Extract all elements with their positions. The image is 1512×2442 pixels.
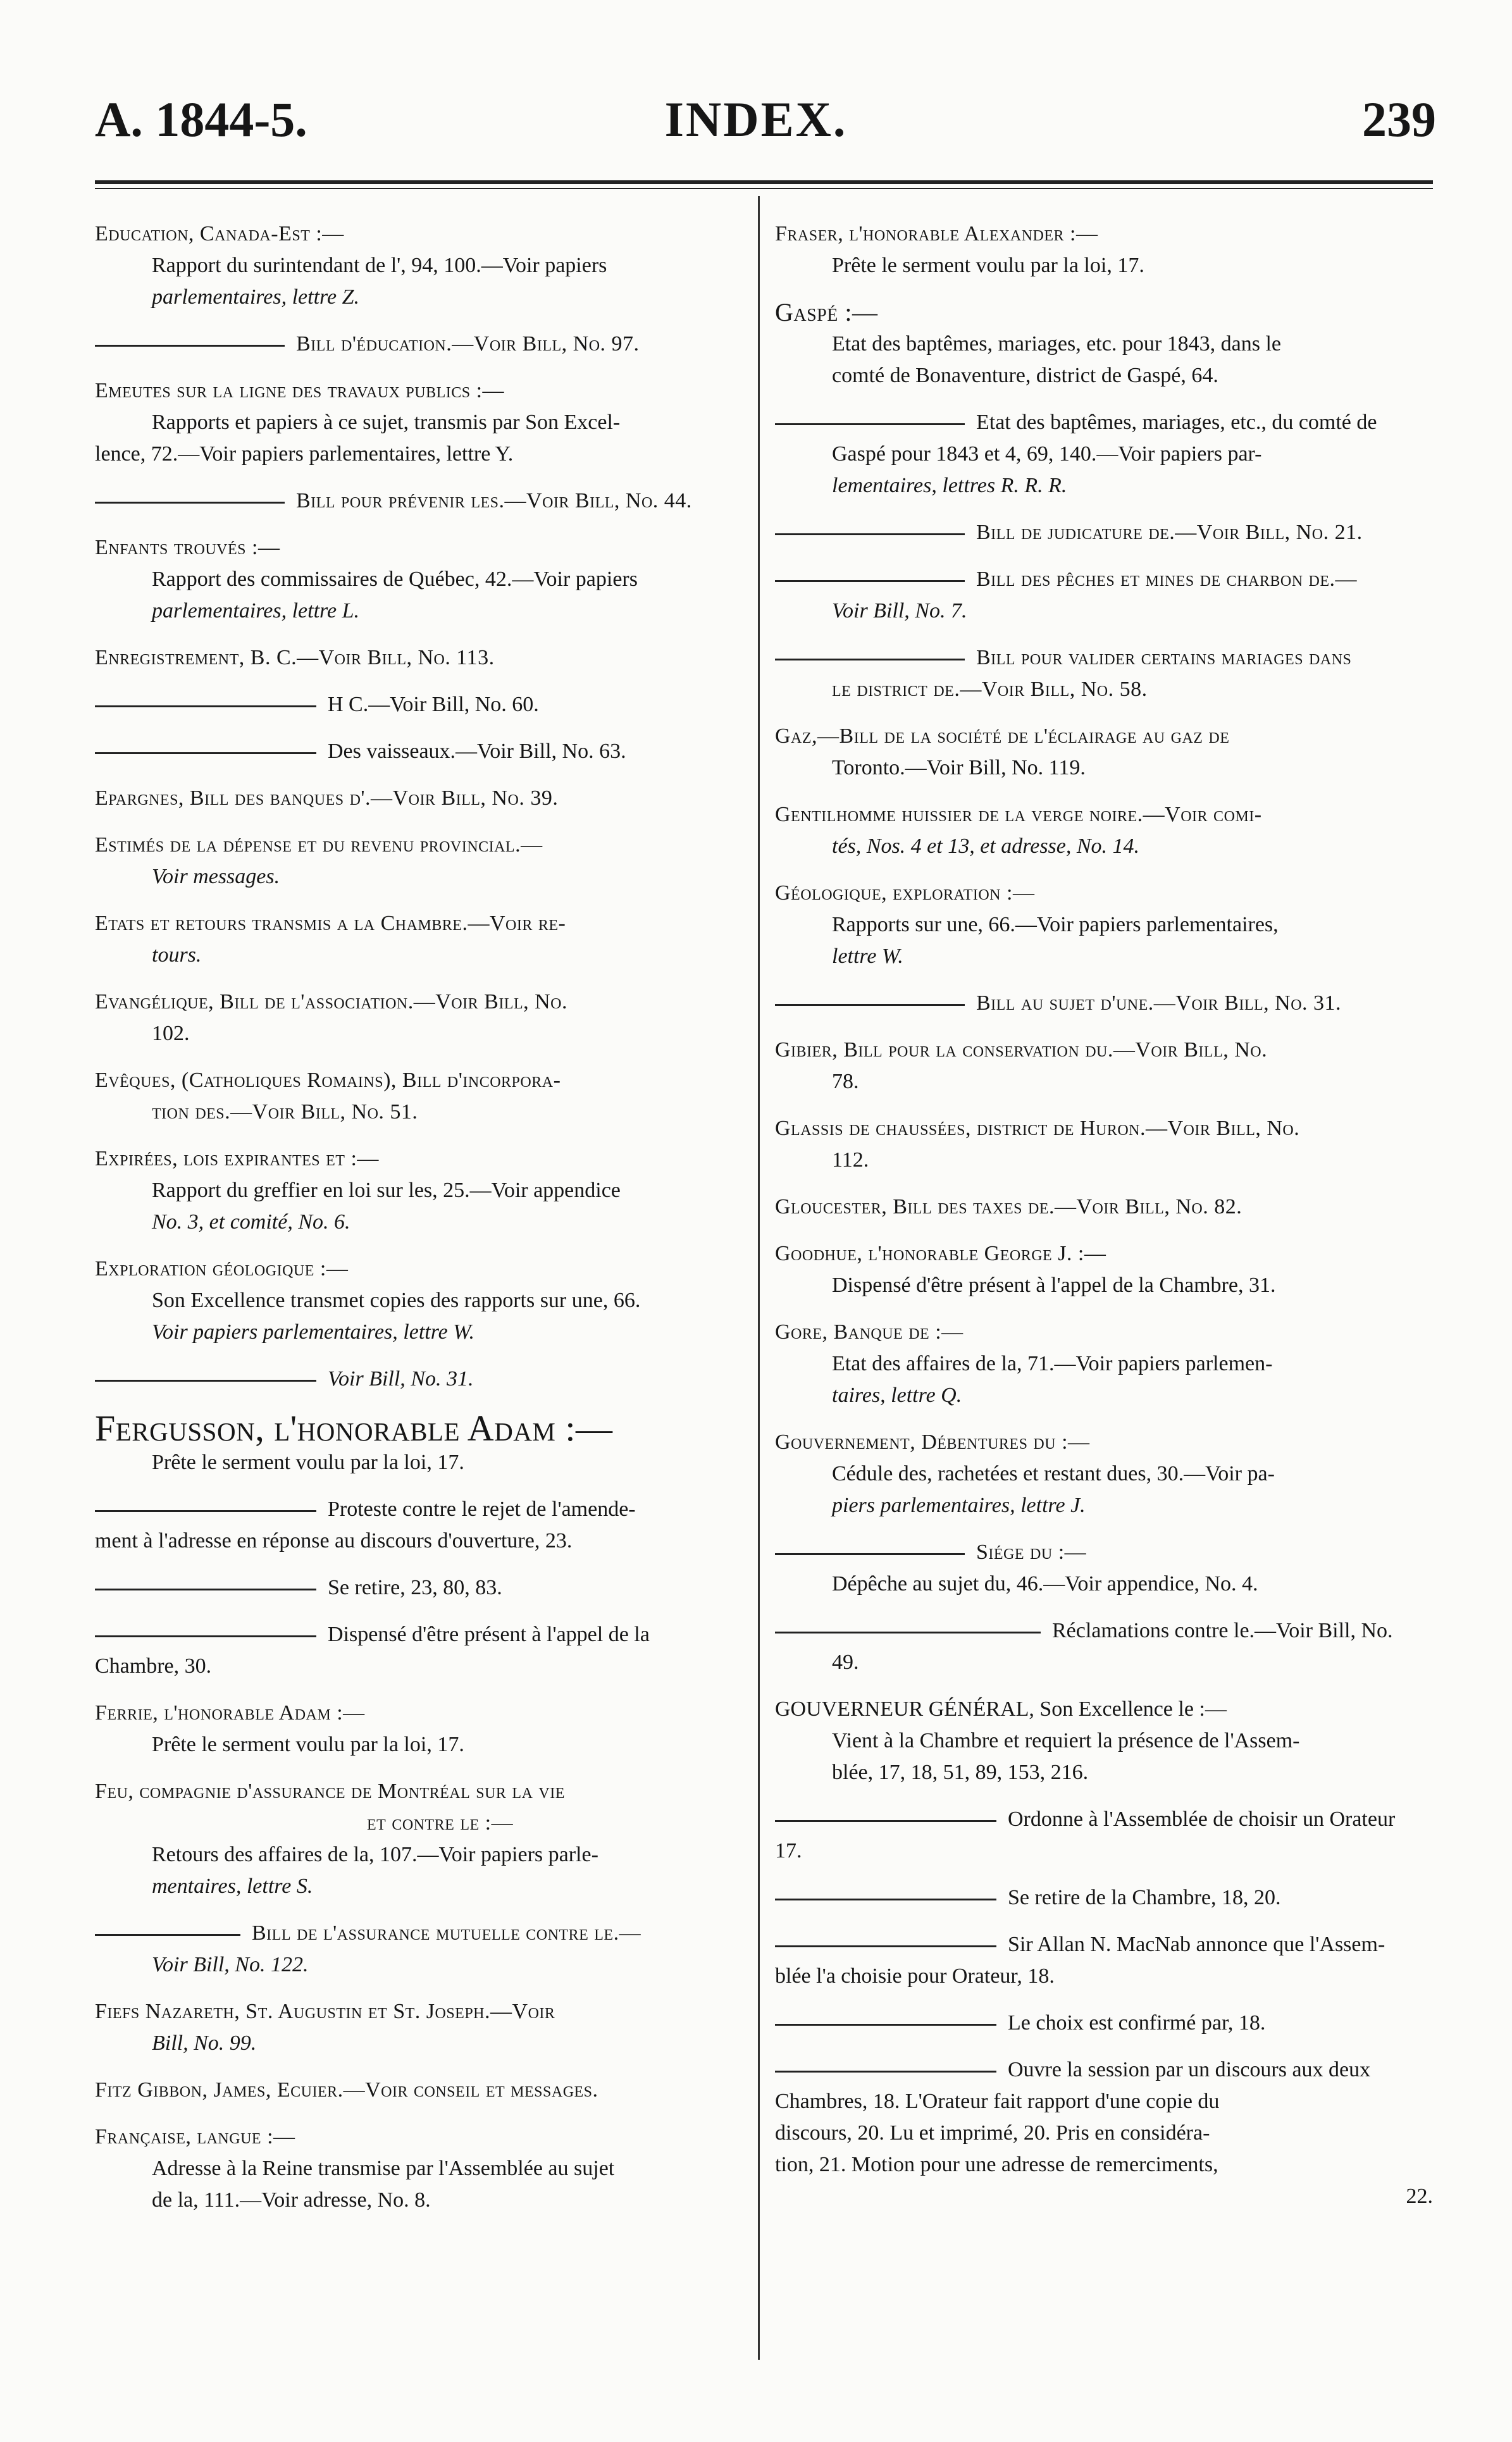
entry-line: Bill des pêches et mines de charbon de.— xyxy=(976,567,1358,591)
index-entry xyxy=(775,1882,1433,1914)
entry-heading: Glassis de chaussées, district de Huron.—Voir Bill, No. xyxy=(775,1117,1300,1140)
header-rule-thin xyxy=(95,188,1433,189)
entry-heading: Française, langue :— xyxy=(95,2125,295,2148)
entry-line: Rapport du surintendant de l', 94, 100.—Voir papiers xyxy=(152,254,607,277)
entry-line: Dépêche au sujet du, 46.—Voir appendice, No. 4. xyxy=(832,1572,1258,1596)
ditto-dash xyxy=(95,752,316,754)
entry-line: de la, 111.—Voir adresse, No. 8. xyxy=(152,2188,431,2212)
ditto-dash xyxy=(95,1934,240,1936)
entry-line: blée, 17, 18, 51, 89, 153, 216. xyxy=(832,1761,1089,1784)
running-head-year: A. 1844-5. xyxy=(95,92,307,147)
entry-line: parlementaires, lettre L. xyxy=(152,599,359,623)
entry-line: Dispensé d'être présent à l'appel de la Chambre, 31. xyxy=(832,1274,1276,1297)
entry-line: tés, Nos. 4 et 13, et adresse, No. 14. xyxy=(832,834,1140,858)
entry-heading: Gloucester, Bill des taxes de.—Voir Bill, No. 82. xyxy=(775,1195,1242,1218)
entry-line: Chambre, 30. xyxy=(95,1654,212,1678)
entry-line: Bill, No. 99. xyxy=(152,2031,257,2055)
entry-heading: Expirées, lois expirantes et :— xyxy=(95,1147,379,1170)
entry-line: Proteste contre le rejet de l'amende- xyxy=(328,1497,636,1521)
entry-line: tion, 21. Motion pour une adresse de remerciments, xyxy=(775,2153,1218,2176)
entry-heading: Gibier, Bill pour la conservation du.—Voir Bill, No. xyxy=(775,1038,1268,1062)
index-entry xyxy=(775,297,1433,392)
entry-heading: Enregistrement, B. C.—Voir Bill, No. 113. xyxy=(95,646,495,669)
index-entry xyxy=(95,1776,747,1902)
ditto-dash xyxy=(775,1820,996,1822)
entry-heading: Emeutes sur la ligne des travaux publics :— xyxy=(95,379,505,402)
index-entry xyxy=(95,328,747,360)
entry-line: 22. xyxy=(1406,2185,1433,2208)
index-entry xyxy=(95,1494,747,1557)
entry-heading: Estimés de la dépense et du revenu provincial.— xyxy=(95,833,543,857)
index-entry xyxy=(775,1537,1433,1600)
entry-heading: Exploration géologique :— xyxy=(95,1257,349,1280)
index-entry xyxy=(95,642,747,674)
entry-line: Dispensé d'être présent à l'appel de la xyxy=(328,1623,650,1646)
index-entry xyxy=(775,988,1433,1019)
ditto-dash xyxy=(775,1632,1041,1633)
entry-heading: Fiefs Nazareth, St. Augustin et St. Joseph.—Voir xyxy=(95,2000,555,2023)
index-entry xyxy=(95,218,747,313)
index-entry xyxy=(95,1572,747,1604)
entry-line: Toronto.—Voir Bill, No. 119. xyxy=(832,756,1086,779)
index-entry xyxy=(95,986,747,1050)
entry-heading: Etats et retours transmis a la Chambre.—Voir re- xyxy=(95,912,566,935)
entry-heading: Goodhue, l'honorable George J. :— xyxy=(775,1242,1106,1265)
entry-line: parlementaires, lettre Z. xyxy=(152,285,359,309)
index-entry xyxy=(775,1238,1433,1301)
entry-line: Vient à la Chambre et requiert la présence de l'Assem- xyxy=(832,1729,1300,1752)
entry-line: et contre le :— xyxy=(367,1811,514,1835)
entry-line: Ordonne à l'Assemblée de choisir un Orateur xyxy=(1008,1807,1396,1831)
entry-heading: Evangélique, Bill de l'association.—Voir Bill, No. xyxy=(95,990,568,1013)
index-entry xyxy=(775,1804,1433,1867)
ditto-dash xyxy=(775,1899,996,1900)
ditto-dash xyxy=(775,580,965,582)
entry-line: tion des.—Voir Bill, No. 51. xyxy=(152,1100,418,1124)
entry-line: discours, 20. Lu et imprimé, 20. Pris en considéra- xyxy=(775,2121,1210,2145)
ditto-dash xyxy=(95,1589,316,1590)
entry-heading: Gaspé :— xyxy=(775,298,878,326)
index-entry xyxy=(95,375,747,470)
entry-heading: Fitz Gibbon, James, Ecuier.—Voir conseil et messages. xyxy=(95,2078,598,2102)
entry-line: tours. xyxy=(152,943,202,967)
index-entry xyxy=(95,1697,747,1761)
ditto-dash xyxy=(775,533,965,535)
ditto-dash xyxy=(775,1553,965,1555)
entry-heading: Gaz,—Bill de la société de l'éclairage au gaz de xyxy=(775,724,1230,748)
entry-line: No. 3, et comité, No. 6. xyxy=(152,1210,350,1234)
entry-heading: Fergusson, l'honorable Adam :— xyxy=(95,1408,613,1449)
entry-line: Bill au sujet d'une.—Voir Bill, No. 31. xyxy=(976,991,1342,1015)
entry-line: ment à l'adresse en réponse au discours d'ouverture, 23. xyxy=(95,1529,573,1553)
entry-line: 112. xyxy=(832,1148,869,1172)
entry-heading: Géologique, exploration :— xyxy=(775,881,1035,905)
index-entry xyxy=(775,799,1433,862)
entry-heading: Enfants trouvés :— xyxy=(95,536,280,559)
entry-line: Voir Bill, No. 31. xyxy=(328,1367,474,1391)
entry-line: Son Excellence transmet copies des rapports sur une, 66. xyxy=(152,1289,641,1312)
index-entry xyxy=(95,736,747,767)
entry-line: Bill de l'assurance mutuelle contre le.— xyxy=(252,1921,641,1945)
index-entry xyxy=(775,1317,1433,1411)
index-entry xyxy=(775,2007,1433,2039)
ditto-dash xyxy=(95,1380,316,1382)
entry-line: Bill de judicature de.—Voir Bill, No. 21. xyxy=(976,521,1363,544)
entry-line: Adresse à la Reine transmise par l'Assemblée au sujet xyxy=(152,2157,615,2180)
index-entry xyxy=(95,1619,747,1682)
entry-line: Retours des affaires de la, 107.—Voir papiers parle- xyxy=(152,1843,598,1866)
entry-line: le district de.—Voir Bill, No. 58. xyxy=(832,678,1148,701)
header-rule-thick xyxy=(95,180,1433,184)
index-entry xyxy=(775,2054,1433,2212)
entry-line: Siége du :— xyxy=(976,1540,1087,1564)
entry-line: Prête le serment voulu par la loi, 17. xyxy=(832,254,1144,277)
ditto-dash xyxy=(775,659,965,660)
entry-heading: Feu, compagnie d'assurance de Montréal sur la vie xyxy=(95,1780,565,1803)
index-entry xyxy=(95,1253,747,1348)
entry-line: Rapport du greffier en loi sur les, 25.—Voir appendice xyxy=(152,1179,621,1202)
entry-line: 102. xyxy=(152,1022,190,1045)
ditto-dash xyxy=(95,1635,316,1637)
entry-heading: Gentilhomme huissier de la verge noire.—Voir comi- xyxy=(775,803,1262,826)
entry-heading: Epargnes, Bill des banques d'.—Voir Bill, No. 39. xyxy=(95,786,559,810)
entry-line: Ouvre la session par un discours aux deux xyxy=(1008,2058,1371,2081)
entry-line: Etat des baptêmes, mariages, etc. pour 1843, dans le xyxy=(832,332,1281,356)
entry-line: Sir Allan N. MacNab annonce que l'Assem- xyxy=(1008,1933,1385,1956)
entry-line: Bill pour prévenir les.—Voir Bill, No. 44. xyxy=(296,489,692,512)
entry-line: Prête le serment voulu par la loi, 17. xyxy=(152,1451,464,1474)
entry-line: Voir Bill, No. 7. xyxy=(832,599,967,623)
entry-line: Rapports sur une, 66.—Voir papiers parlementaires, xyxy=(832,913,1279,936)
index-entry xyxy=(95,829,747,893)
entry-line: Cédule des, rachetées et restant dues, 30.—Voir pa- xyxy=(832,1462,1275,1485)
index-entry xyxy=(95,689,747,721)
index-entry xyxy=(95,783,747,814)
entry-line: Bill pour valider certains mariages dans xyxy=(976,646,1352,669)
entry-heading: Education, Canada-Est :— xyxy=(95,222,344,245)
index-entry xyxy=(95,1143,747,1238)
entry-line: Chambres, 18. L'Orateur fait rapport d'une copie du xyxy=(775,2090,1220,2113)
ditto-dash xyxy=(775,2024,996,2026)
index-entry xyxy=(775,642,1433,705)
ditto-dash xyxy=(95,502,285,504)
entry-line: Voir Bill, No. 122. xyxy=(152,1953,309,1976)
entry-line: Bill d'éducation.—Voir Bill, No. 97. xyxy=(296,332,640,356)
entry-line: Etat des affaires de la, 71.—Voir papiers parlemen- xyxy=(832,1352,1273,1375)
right-column xyxy=(775,218,1433,2228)
entry-heading: Gore, Banque de :— xyxy=(775,1320,964,1344)
index-entry xyxy=(95,1996,747,2059)
index-entry xyxy=(95,1410,747,1478)
entry-line: Se retire, 23, 80, 83. xyxy=(328,1576,502,1599)
page-number: 239 xyxy=(1362,92,1436,147)
index-entry xyxy=(95,1363,747,1395)
index-entry xyxy=(775,1427,1433,1522)
index-entry xyxy=(95,1065,747,1128)
index-entry xyxy=(775,1113,1433,1176)
index-entry xyxy=(775,218,1433,282)
page-title: INDEX. xyxy=(664,92,848,147)
index-entry xyxy=(775,721,1433,784)
index-entry xyxy=(775,407,1433,502)
ditto-dash xyxy=(775,2071,996,2073)
entry-line: blée l'a choisie pour Orateur, 18. xyxy=(775,1964,1055,1988)
entry-line: Etat des baptêmes, mariages, etc., du comté de xyxy=(976,411,1377,434)
index-entry xyxy=(775,1191,1433,1223)
ditto-dash xyxy=(95,345,285,347)
entry-line: lementaires, lettres R. R. R. xyxy=(832,474,1067,497)
ditto-dash xyxy=(775,423,965,425)
entry-line: Réclamations contre le.—Voir Bill, No. xyxy=(1052,1619,1393,1642)
entry-line: lettre W. xyxy=(832,945,903,968)
left-column xyxy=(95,218,747,2231)
entry-line: 17. xyxy=(775,1839,802,1862)
index-entry xyxy=(95,2121,747,2216)
entry-heading: Gouvernement, Débentures du :— xyxy=(775,1430,1090,1454)
entry-heading: Ferrie, l'honorable Adam :— xyxy=(95,1701,365,1725)
entry-line: comté de Bonaventure, district de Gaspé, 64. xyxy=(832,364,1218,387)
entry-heading: Fraser, l'honorable Alexander :— xyxy=(775,222,1098,245)
ditto-dash xyxy=(95,705,316,707)
index-entry xyxy=(95,908,747,971)
entry-line: Voir papiers parlementaires, lettre W. xyxy=(152,1320,474,1344)
entry-line: taires, lettre Q. xyxy=(832,1384,962,1407)
entry-line: Se retire de la Chambre, 18, 20. xyxy=(1008,1886,1281,1909)
entry-line: Rapports et papiers à ce sujet, transmis par Son Excel- xyxy=(152,411,621,434)
entry-line: Des vaisseaux.—Voir Bill, No. 63. xyxy=(328,740,626,763)
entry-line: Le choix est confirmé par, 18. xyxy=(1008,2011,1266,2035)
ditto-dash xyxy=(775,1004,965,1006)
index-entry xyxy=(95,1918,747,1981)
entry-line: Voir messages. xyxy=(152,865,280,888)
entry-line: H C.—Voir Bill, No. 60. xyxy=(328,693,539,716)
index-entry xyxy=(95,532,747,627)
entry-line: 78. xyxy=(832,1070,859,1093)
index-entry xyxy=(775,877,1433,972)
index-entry xyxy=(775,517,1433,549)
entry-heading: GOUVERNEUR GÉNÉRAL, Son Excellence le :— xyxy=(775,1697,1227,1721)
index-entry xyxy=(775,564,1433,627)
entry-line: 49. xyxy=(832,1651,859,1674)
index-entry xyxy=(95,2074,747,2106)
index-entry xyxy=(775,1615,1433,1678)
entry-line: Prête le serment voulu par la loi, 17. xyxy=(152,1733,464,1756)
entry-line: piers parlementaires, lettre J. xyxy=(832,1494,1086,1517)
index-entry xyxy=(95,485,747,517)
column-divider xyxy=(758,196,760,2360)
index-entry xyxy=(775,1034,1433,1098)
ditto-dash xyxy=(95,1510,316,1512)
ditto-dash xyxy=(775,1945,996,1947)
index-entry xyxy=(775,1929,1433,1992)
entry-line: lence, 72.—Voir papiers parlementaires, lettre Y. xyxy=(95,442,514,466)
entry-line: Rapport des commissaires de Québec, 42.—Voir papiers xyxy=(152,567,638,591)
entry-line: mentaires, lettre S. xyxy=(152,1875,313,1898)
entry-heading: Evêques, (Catholiques Romains), Bill d'incorpora- xyxy=(95,1069,561,1092)
entry-line: Gaspé pour 1843 et 4, 69, 140.—Voir papiers par- xyxy=(832,442,1262,466)
index-entry xyxy=(775,1694,1433,1788)
